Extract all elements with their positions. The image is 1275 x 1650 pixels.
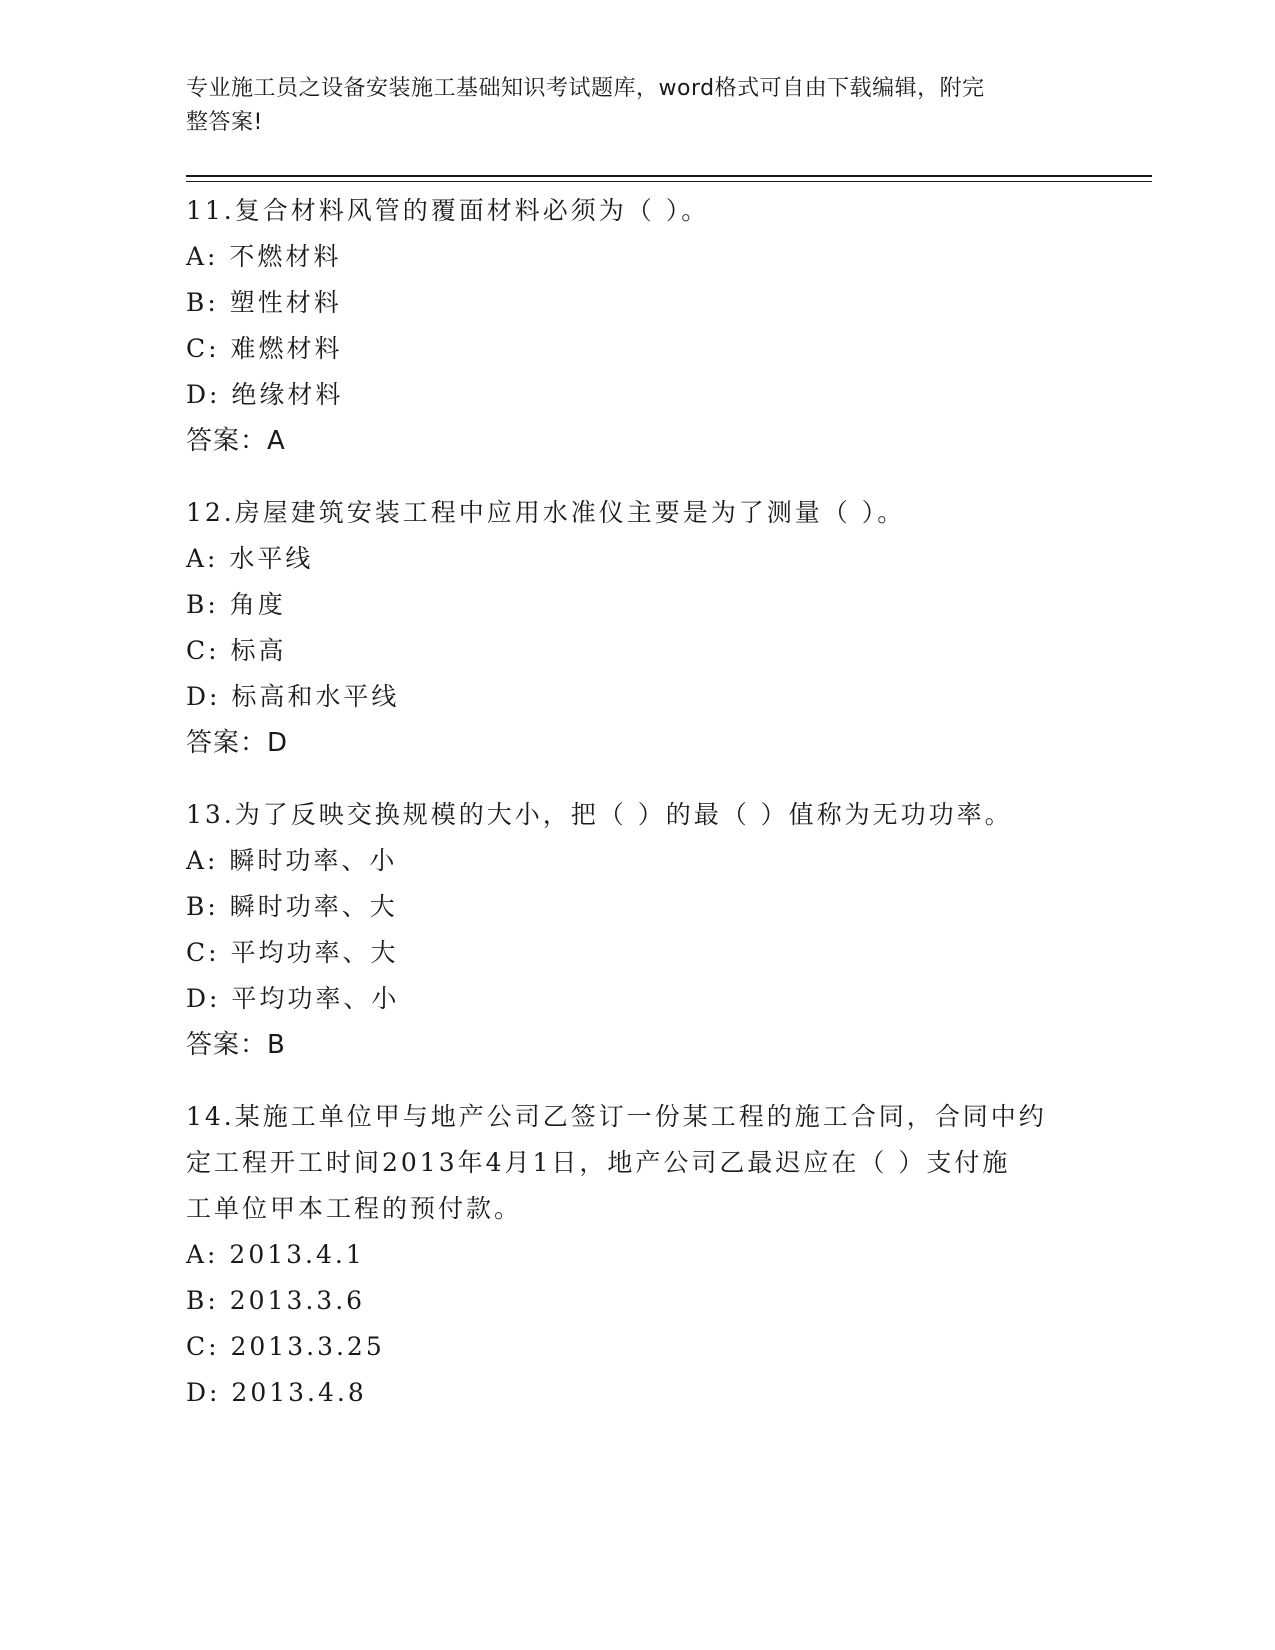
question-14 bbox=[186, 1094, 1086, 1416]
option-a: A: 2013.4.1 bbox=[186, 1240, 365, 1269]
answer-line: 答案：D bbox=[186, 728, 289, 758]
option-b: B: 角度 bbox=[186, 590, 286, 619]
question-stem: 11.复合材料风管的覆面材料必须为（ ）。 bbox=[186, 196, 710, 225]
header-divider-thick bbox=[186, 175, 1152, 177]
option-d: D: 平均功率、小 bbox=[186, 984, 400, 1013]
option-a: A: 水平线 bbox=[186, 544, 314, 573]
question-13 bbox=[186, 792, 1086, 1068]
question-list bbox=[186, 188, 1086, 1442]
option-b: B: 瞬时功率、大 bbox=[186, 892, 398, 921]
question-stem-line-2: 定工程开工时间2013年4月1日，地产公司乙最迟应在（ ）支付施 bbox=[186, 1148, 1011, 1177]
question-stem: 13.为了反映交换规模的大小，把（ ）的最（ ）值称为无功功率。 bbox=[186, 800, 1013, 829]
option-c: C: 平均功率、大 bbox=[186, 938, 399, 967]
question-stem-line-3: 工单位甲本工程的预付款。 bbox=[186, 1194, 523, 1223]
option-d: D: 标高和水平线 bbox=[186, 682, 400, 711]
question-stem-line-1: 14.某施工单位甲与地产公司乙签订一份某工程的施工合同，合同中约 bbox=[186, 1102, 1047, 1131]
header-line-2: 整答案! bbox=[186, 110, 263, 135]
option-d: D: 绝缘材料 bbox=[186, 380, 344, 409]
answer-line: 答案：A bbox=[186, 426, 286, 456]
option-a: A: 不燃材料 bbox=[186, 242, 342, 271]
option-c: C: 难燃材料 bbox=[186, 334, 343, 363]
header-line-1: 专业施工员之设备安装施工基础知识考试题库，word格式可自由下载编辑，附完 bbox=[186, 76, 985, 101]
option-b: B: 2013.3.6 bbox=[186, 1286, 366, 1315]
option-d: D: 2013.4.8 bbox=[186, 1378, 367, 1407]
document-header bbox=[186, 72, 1066, 140]
question-11 bbox=[186, 188, 1086, 464]
option-c: C: 2013.3.25 bbox=[186, 1332, 385, 1361]
question-12 bbox=[186, 490, 1086, 766]
option-a: A: 瞬时功率、小 bbox=[186, 846, 398, 875]
option-c: C: 标高 bbox=[186, 636, 287, 665]
option-b: B: 塑性材料 bbox=[186, 288, 342, 317]
question-stem: 12.房屋建筑安装工程中应用水准仪主要是为了测量（ ）。 bbox=[186, 498, 906, 527]
answer-line: 答案：B bbox=[186, 1030, 286, 1060]
header-divider-thin bbox=[186, 181, 1152, 182]
